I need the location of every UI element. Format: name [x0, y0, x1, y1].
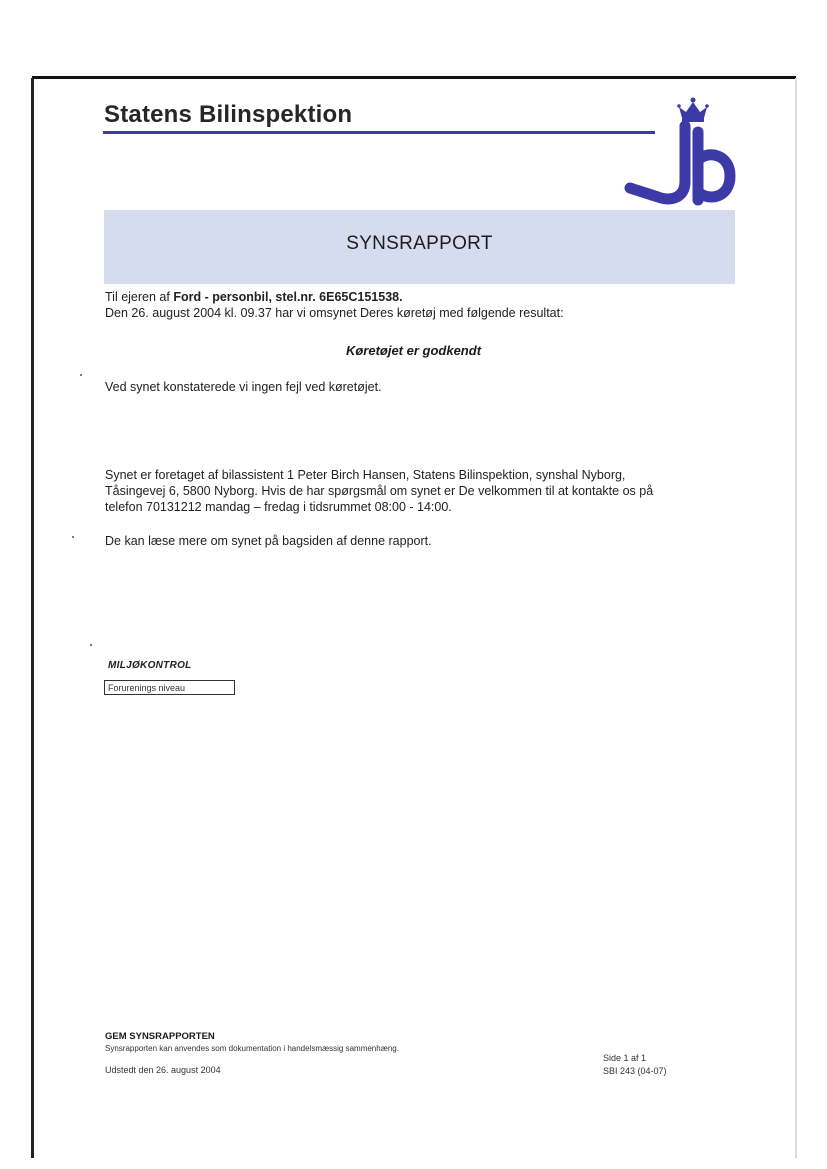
contact-line-3: telefon 70131212 mandag – fredag i tidsrummet 08:00 - 14:00. — [105, 500, 452, 514]
inspection-status: Køretøjet er godkendt — [345, 343, 482, 358]
footer-heading: GEM SYNSRAPPORTEN — [105, 1031, 215, 1042]
crown-icon — [677, 98, 709, 123]
scan-edge-top — [32, 76, 796, 79]
scan-speck — [72, 536, 74, 538]
environment-heading: MILJØKONTROL — [108, 660, 192, 671]
contact-line-1: Synet er foretaget af bilassistent 1 Peter Birch Hansen, Statens Bilinspektion, synshal Nyborg, — [105, 468, 626, 482]
report-title: SYNSRAPPORT — [346, 233, 493, 254]
issued-date: Udstedt den 26. august 2004 — [105, 1065, 221, 1075]
findings-text: Ved synet konstaterede vi ingen fejl ved køretøjet. — [105, 380, 382, 394]
contact-line-2: Tåsingevej 6, 5800 Nyborg. Hvis de har spørgsmål om synet er De velkommen til at kontakte os på — [105, 484, 654, 498]
title-band — [104, 210, 735, 284]
scan-edge-left — [31, 78, 34, 1158]
scan-edge-right — [795, 78, 797, 1158]
inspection-line: Den 26. august 2004 kl. 09.37 har vi omsynet Deres køretøj med følgende resultat: — [105, 306, 564, 320]
owner-line — [105, 290, 403, 304]
owner-prefix: Til ejeren af — [105, 290, 174, 304]
organization-name: Statens Bilinspektion — [104, 101, 353, 128]
pollution-level-field: Forurenings niveau — [104, 680, 235, 695]
scan-speck — [80, 374, 82, 376]
form-code: SBI 243 (04-07) — [603, 1066, 667, 1076]
vehicle-id: Ford - personbil, stel.nr. 6E65C151538. — [173, 290, 403, 304]
header-rule — [103, 131, 655, 134]
sb-logo — [622, 96, 738, 208]
more-info-text: De kan læse mere om synet på bagsiden af denne rapport. — [105, 534, 432, 548]
footer-note: Synsrapporten kan anvendes som dokumentation i handelsmæssig sammenhæng. — [105, 1044, 399, 1053]
scan-speck — [90, 644, 92, 646]
page-number: Side 1 af 1 — [603, 1053, 647, 1063]
